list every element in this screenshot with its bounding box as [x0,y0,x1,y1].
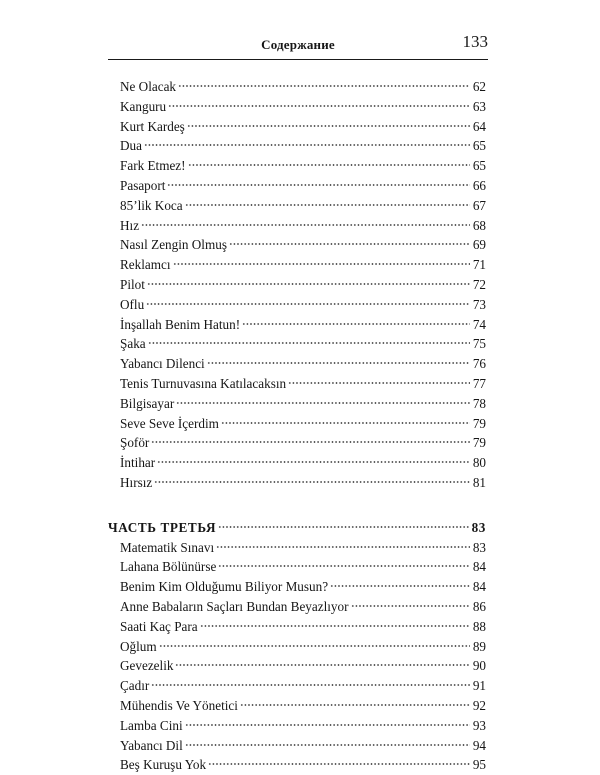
toc-entry-title: Anne Babaların Saçları Bundan Beyazlıyor [120,598,349,614]
toc-entry-title: Bilgisayar [120,395,175,411]
toc-entry-page: 66 [472,177,486,193]
toc-leader-dots [159,644,470,648]
toc-leader-dots [200,624,470,628]
toc-entry-page: 77 [472,375,486,391]
toc-entry-page: 75 [472,336,486,352]
part-three-entries [108,538,486,775]
toc-entry-page: 69 [472,237,486,253]
toc-entry[interactable] [108,597,486,617]
toc-entry-page: 90 [472,658,486,674]
toc-leader-dots [173,262,470,266]
toc-entry-title: Oflu [120,296,145,312]
toc-leader-dots [208,762,470,766]
toc-entry[interactable] [108,334,486,354]
toc-entry[interactable] [108,394,486,414]
toc-leader-dots [175,663,470,667]
toc-entry[interactable] [108,716,486,736]
toc-leader-dots [146,302,470,306]
toc-leader-dots [185,203,470,207]
toc-leader-dots [167,183,470,187]
toc-leader-dots [221,421,470,425]
toc-leader-dots [185,743,470,747]
toc-entry[interactable] [108,637,486,657]
toc-entry[interactable] [108,414,486,434]
header-page-number: 133 [462,32,488,51]
toc-entry[interactable] [108,656,486,676]
toc-entry-page: 79 [472,415,486,431]
toc-leader-dots [229,242,470,246]
toc-entry-title: İntihar [120,455,156,471]
toc-entry-page: 65 [472,138,486,154]
toc-entry[interactable] [108,156,486,176]
toc-leader-dots [218,525,470,529]
toc-entry[interactable] [108,255,486,275]
toc-leader-dots [351,604,470,608]
toc-entry-page: 78 [472,395,486,411]
toc-leader-dots [176,401,470,405]
toc-entry-title: Benim Kim Olduğumu Biliyor Musun? [120,579,329,595]
toc-leader-dots [154,480,470,484]
toc-entry-page: 71 [472,257,486,273]
toc-entry-page: 81 [472,474,486,490]
toc-entry[interactable] [108,433,486,453]
toc-leader-dots [330,584,470,588]
toc-entry-page: 86 [472,598,486,614]
toc-entry-page: 65 [472,158,486,174]
running-header [108,31,488,60]
toc-entry-title: Lahana Bölünürse [120,559,217,575]
toc-entry-page: 95 [472,757,486,773]
toc-entry[interactable] [108,538,486,558]
toc-entry-page: 63 [472,98,486,114]
toc-entry-page: 80 [472,455,486,471]
toc-leader-dots [187,124,470,128]
toc-section-heading[interactable] [108,518,486,538]
toc-leader-dots [216,545,470,549]
toc-entry-page: 83 [472,539,486,555]
toc-entry-title: Hırsız [120,474,153,490]
toc-entry-title: Gevezelik [120,658,174,674]
toc-leader-dots [242,322,470,326]
toc-leader-dots [147,282,470,286]
toc-entry-page: 74 [472,316,486,332]
toc-leader-dots [151,683,470,687]
toc-leader-dots [178,84,470,88]
toc-entry-page: 94 [472,737,486,753]
toc-entry-page: 93 [472,717,486,733]
toc-entry-title: 85’lik Koca [120,197,183,213]
toc-entry[interactable] [108,275,486,295]
toc-entry[interactable] [108,374,486,394]
toc-entry-title: Fark Etmez! [120,158,186,174]
toc-section-title: ЧАСТЬ ТРЕТЬЯ [108,519,217,535]
toc-leader-dots [207,361,470,365]
toc-entry-title: Lamba Cini [120,717,183,733]
toc-entry-title: Saati Kaç Para [120,618,198,634]
toc-leader-dots [185,723,470,727]
toc-entry-page: 91 [472,678,486,694]
toc-leader-dots [188,163,470,167]
toc-entry[interactable] [108,736,486,756]
toc-entry-page: 84 [472,579,486,595]
toc-entry[interactable] [108,216,486,236]
toc-entry-page: 84 [472,559,486,575]
toc-entry-title: Yabancı Dilenci [120,356,205,372]
toc-entry-title: Şoför [120,435,150,451]
toc-entry[interactable] [108,136,486,156]
part-two-entries [108,77,486,493]
toc-entry-title: Seve Seve İçerdim [120,415,219,431]
toc-entry[interactable] [108,354,486,374]
toc-entry-title: İnşallah Benim Hatun! [120,316,241,332]
toc-leader-dots [141,223,470,227]
toc-entry-title: Kurt Kardeş [120,118,185,134]
toc-entry[interactable] [108,755,486,775]
toc-entry-page: 67 [472,197,486,213]
toc-entry[interactable] [108,577,486,597]
toc-leader-dots [144,143,470,147]
toc-leader-dots [218,564,470,568]
header-title: Содержание [261,37,335,52]
toc-leader-dots [148,341,470,345]
toc-entry-title: Tenis Turnuvasına Katılacaksın [120,375,287,391]
toc-leader-dots [288,381,470,385]
toc-entry-title: Ne Olacak [120,79,177,94]
toc-entry[interactable] [108,235,486,255]
toc-entry[interactable] [108,97,486,117]
toc-entry-page: 88 [472,618,486,634]
toc-leader-dots [151,440,470,444]
toc-leader-dots [168,104,470,108]
toc-leader-dots [240,703,470,707]
toc-entry-page: 73 [472,296,486,312]
toc-entry-page: 92 [472,697,486,713]
toc-entry[interactable] [108,117,486,137]
toc-entry[interactable] [108,617,486,637]
toc-entry[interactable] [108,473,486,493]
toc-entry[interactable] [108,676,486,696]
toc-entry[interactable] [108,295,486,315]
toc-entry[interactable] [108,77,486,97]
toc-entry-page: 72 [472,276,486,292]
toc-leader-dots [157,460,470,464]
toc-entry-page: 68 [472,217,486,233]
toc-entry-page: 89 [472,638,486,654]
toc-entry[interactable] [108,176,486,196]
toc-entry-title: Nasıl Zengin Olmuş [120,237,227,253]
toc-entry-title: Yabancı Dil [120,737,183,753]
section-gap [108,493,486,518]
toc-entry-title: Hız [120,217,140,233]
toc-entry[interactable] [108,557,486,577]
toc-entry-page: 79 [472,435,486,451]
toc-entry-title: Şaka [120,336,146,352]
toc-entry-title: Matematik Sınavı [120,539,215,555]
toc-entry-page: 64 [472,118,486,134]
toc-section-page: 83 [471,519,486,535]
toc-entry-page: 62 [472,79,486,94]
toc-entry[interactable] [108,453,486,473]
toc-entry-title: Reklamcı [120,257,171,273]
toc-entry-title: Oğlum [120,638,157,654]
toc-entry-title: Pilot [120,276,145,292]
toc-entry-title: Pasaport [120,177,166,193]
toc-entry-title: Çadır [120,678,150,694]
table-of-contents [108,77,486,775]
toc-entry[interactable] [108,696,486,716]
toc-entry-title: Kanguru [120,98,167,114]
toc-entry[interactable] [108,196,486,216]
toc-entry-page: 76 [472,356,486,372]
toc-entry[interactable] [108,315,486,335]
toc-entry-title: Dua [120,138,142,154]
toc-entry-title: Mühendis Ve Yönetici [120,697,238,713]
toc-entry-title: Beş Kuruşu Yok [120,757,207,773]
